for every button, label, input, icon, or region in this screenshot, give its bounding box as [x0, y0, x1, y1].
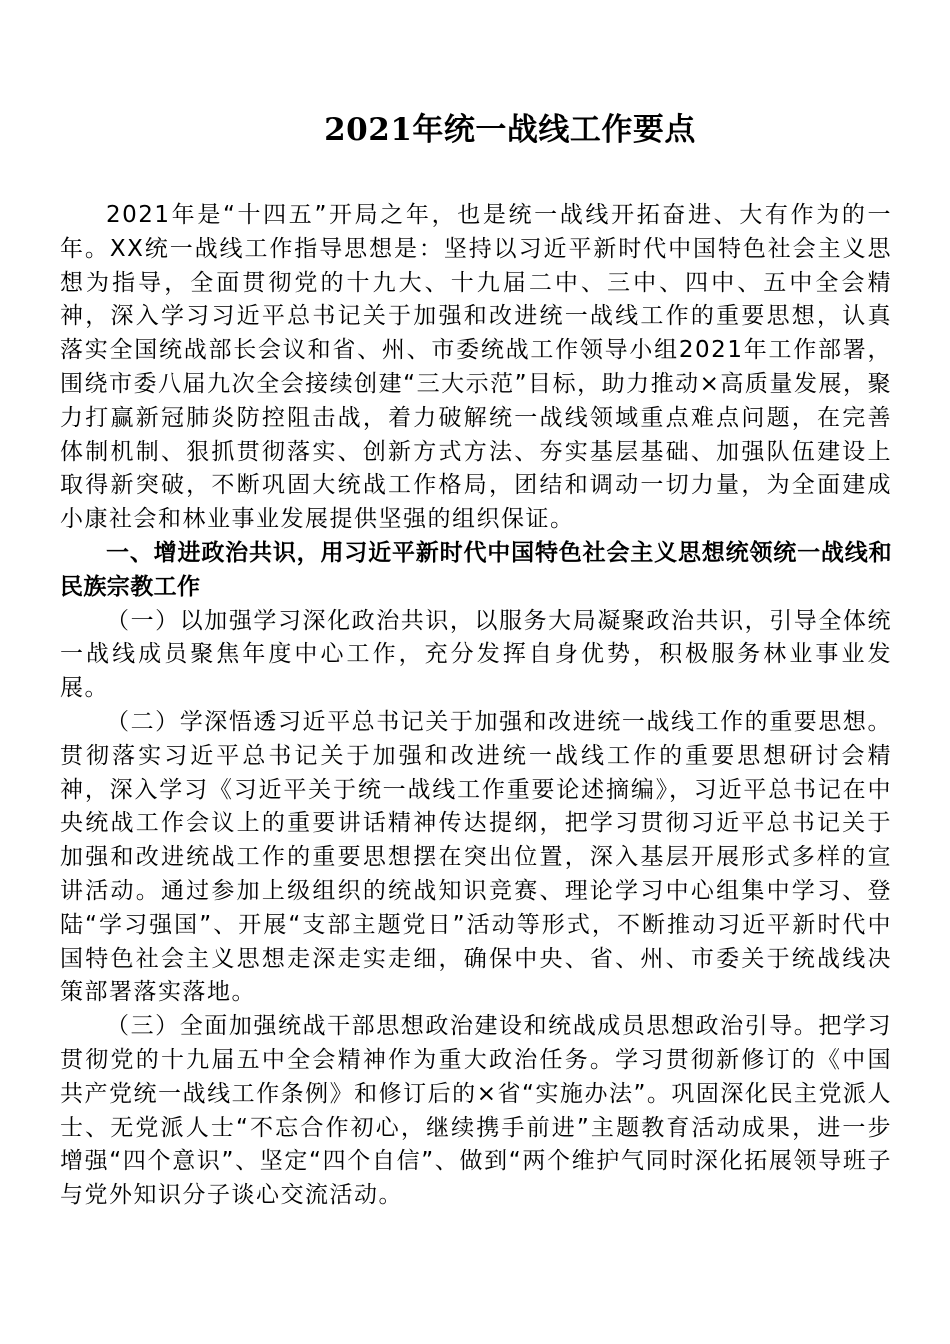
item-paragraph: （一）以加强学习深化政治共识，以服务大局凝聚政治共识，引导全体统一战线成员聚焦年度中心工作，充分发挥自身优势，积极服务林业事业发展。: [60, 607, 892, 702]
item-paragraph: （二）学深悟透习近平总书记关于加强和改进统一战线工作的重要思想。贯彻落实习近平总书记关于加强和改进统一战线工作的重要思想研讨会精神，深入学习《习近平关于统一战线工作重要论述摘编》，习近平总书记在中央统战工作会议上的重要讲话精神传达提纲，把学习贯彻习近平总书记关于加强和改进统战工作的重要思想摆在突出位置，深入基层开展形式多样的宣讲活动。通过参加上级组织的统战知识竞赛、理论学习中心组集中学习、登陆“学习强国”、开展“支部主题党日”活动等形式，不断推动习近平新时代中国特色社会主义思想走深走实走细，确保中央、省、州、市委关于统战线决策部署落实落地。: [60, 708, 892, 1006]
document-title: 2021年统一战线工作要点: [324, 112, 696, 148]
section-heading: 一、增进政治共识，用习近平新时代中国特色社会主义思想统领统一战线和民族宗教工作: [60, 539, 892, 600]
intro-paragraph: 2021年是“十四五”开局之年，也是统一战线开拓奋进、大有作为的一年。XX统一战线工作指导思想是：坚持以习近平新时代中国特色社会主义思想为指导，全面贯彻党的十九大、十九届二中、三中、四中、五中全会精神，深入学习习近平总书记关于加强和改进统一战线工作的重要思想，认真落实全国统战部长会议和省、州、市委统战工作领导小组2021年工作部署，围绕市委八届九次全会接续创建“三大示范”目标，助力推动×高质量发展，聚力打赢新冠肺炎防控阻击战，着力破解统一战线领域重点难点问题，在完善体制机制、狠抓贯彻落实、创新方式方法、夯实基层基础、加强队伍建设上取得新突破，不断巩固大统战工作格局，团结和调动一切力量，为全面建成小康社会和林业事业发展提供坚强的组织保证。: [60, 202, 892, 533]
item-paragraph: （三）全面加强统战干部思想政治建设和统战成员思想政治引导。把学习贯彻党的十九届五中全会精神作为重大政治任务。学习贯彻新修订的《中国共产党统一战线工作条例》和修订后的×省“实施办法”。巩固深化民主党派人士、无党派人士“不忘合作初心，继续携手前进”主题教育活动成果，进一步增强“四个意识”、坚定“四个自信”、做到“两个维护气同时深化拓展领导班子与党外知识分子谈心交流活动。: [60, 1013, 892, 1209]
document-body: [60, 199, 892, 1213]
